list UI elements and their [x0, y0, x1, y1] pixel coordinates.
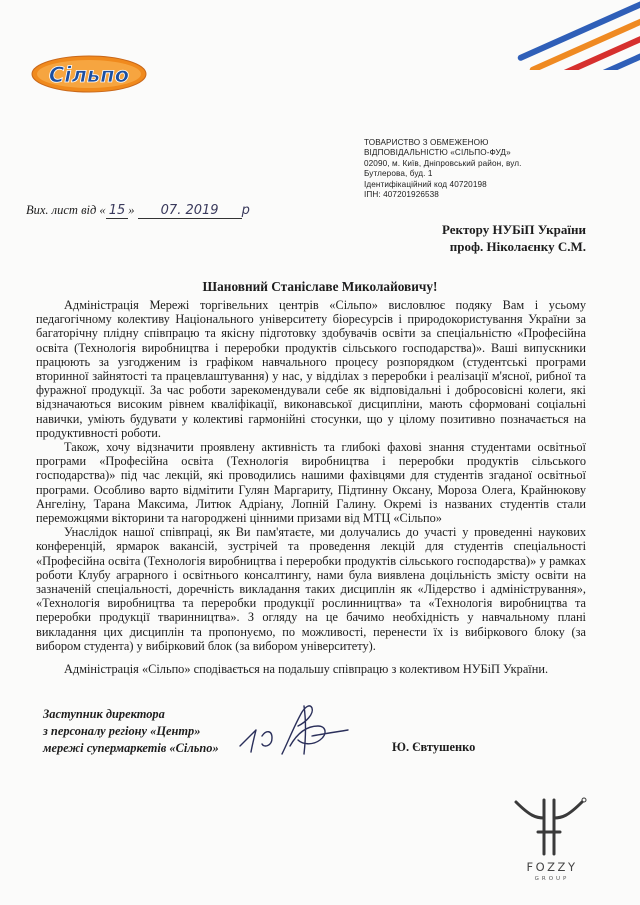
company-line: ТОВАРИСТВО З ОБМЕЖЕНОЮ [364, 138, 489, 147]
outgoing-prefix: Вих. лист від « [26, 203, 106, 217]
signer-name: Ю. Євтушенко [392, 740, 476, 754]
signer-title-line: Заступник директора [43, 707, 165, 721]
recipient [442, 221, 586, 255]
paragraph: Адміністрація Мережі торгівельних центрів «Сільпо» висловлює подяку Вам і усьому педагогічному колективу Національного університету біоресурсів і природокористування України за багаторічну плідну співпрацю та якісну підготовку здобувачів освіти за спеціальністю «Професійна освіта (Технологія виробництва і переробки продуктів сільського господарства)». Ваші випускники працюють за узгодженим із графіком навчального процесу розпорядком (студентські програми вторинної зайнятості та працевлаштування) у нас, у відділах з переробки і реалізації м'ясної, рибної та фуражної продукції. За час роботи зарекомендували себе як відповідальні і добросовісні колеги, які відзначаються високим рівнем кваліфікації, виконавської дисципліни, мають сформовані соціальні навички, уміють будувати у колективі гармонійні стосунки, що у цілому позитивно позначається на продуктивності роботи. [36, 298, 586, 440]
recipient-line-2: проф. Ніколаєнку С.М. [449, 239, 586, 254]
outgoing-month-year: 07. 2019 [160, 203, 219, 218]
outgoing-mid: » [128, 203, 135, 217]
corner-stripes-icon [490, 0, 640, 70]
outgoing-letter-date [26, 203, 250, 219]
paragraph: Також, хочу відзначити проявлену активність та глибокі фахові знання студентами освітньої програми «Професійна освіта (Технологія виробництва і переробки продуктів сільського господарства)» під час лекцій, які проводились нашими фахівцями для студентів згаданої освітньої програми. Особливо варто відмітити Гулян Маргариту, Підтинну Оксану, Мороза Олега, Крайнюкову Ангеліну, Тарана Максима, Литюк Адріану, Лопній Галину. Окремі із названих студентів стали переможцями вікторини та нагороджені цінними призами від МТЦ «Сільпо» [36, 440, 586, 526]
company-line: ВІДПОВІДАЛЬНІСТЮ «СІЛЬПО-ФУД» [364, 148, 511, 158]
letter-body [36, 298, 586, 676]
company-details [364, 138, 614, 200]
fozzy-group-label: GROUP [534, 876, 570, 882]
fozzy-wordmark: FOZZY [526, 860, 578, 874]
paragraph: Унаслідок нашої співпраці, як Ви пам'ятаєте, ми долучались до участі у проведенні наукових конференцій, ярмарок вакансій, зустрічей та проведення лекцій для студентів спеціальності «Професійна освіта (Технологія виробництва і переробки продуктів сільського господарства)» у рамках роботи Клубу аграрного і освітнього консалтингу, нами була виявлена доцільність змісту освіти на зазначеній спеціальності, доречність викладання таких дисциплін як «Лідерство і адміністрування», «Технологія виробництва та переробки продукції рослинництва» та «Технологія виробництва та переробки продукції тваринництва». З огляду на це бачимо необхідність у навчальному плані викладання цих дисциплін та пропонуємо, по можливості, перенести їх із вибіркового блоку (за вибором студента) у вибірковий блок (за вибором університету). [36, 525, 586, 653]
signer-title-line: з персоналу регіону «Центр» [43, 724, 201, 738]
logo-text: Сільпо [48, 63, 130, 87]
company-line: ІПН: 407201926538 [364, 190, 439, 200]
recipient-line-1: Ректору НУБіП України [441, 222, 586, 237]
signature-icon [232, 696, 352, 762]
signer-title-line: мережі супермаркетів «Сільпо» [43, 741, 219, 755]
signer-title [43, 706, 219, 757]
outgoing-suffix: р [241, 203, 250, 218]
outgoing-day: 15 [108, 203, 126, 218]
company-line: 02090, м. Київ, Дніпровський район, вул. [364, 158, 522, 168]
salutation: Шановний Станіславе Миколайовичу! [202, 279, 438, 294]
closing-paragraph: Адміністрація «Сільпо» сподівається на подальшу співпрацю з колективом НУБіП України. [64, 662, 549, 677]
company-line: Бутлерова, буд. 1 [364, 169, 433, 179]
company-line: Ідентифікаційний код 40720198 [364, 179, 487, 189]
silpo-logo-icon [31, 55, 147, 93]
